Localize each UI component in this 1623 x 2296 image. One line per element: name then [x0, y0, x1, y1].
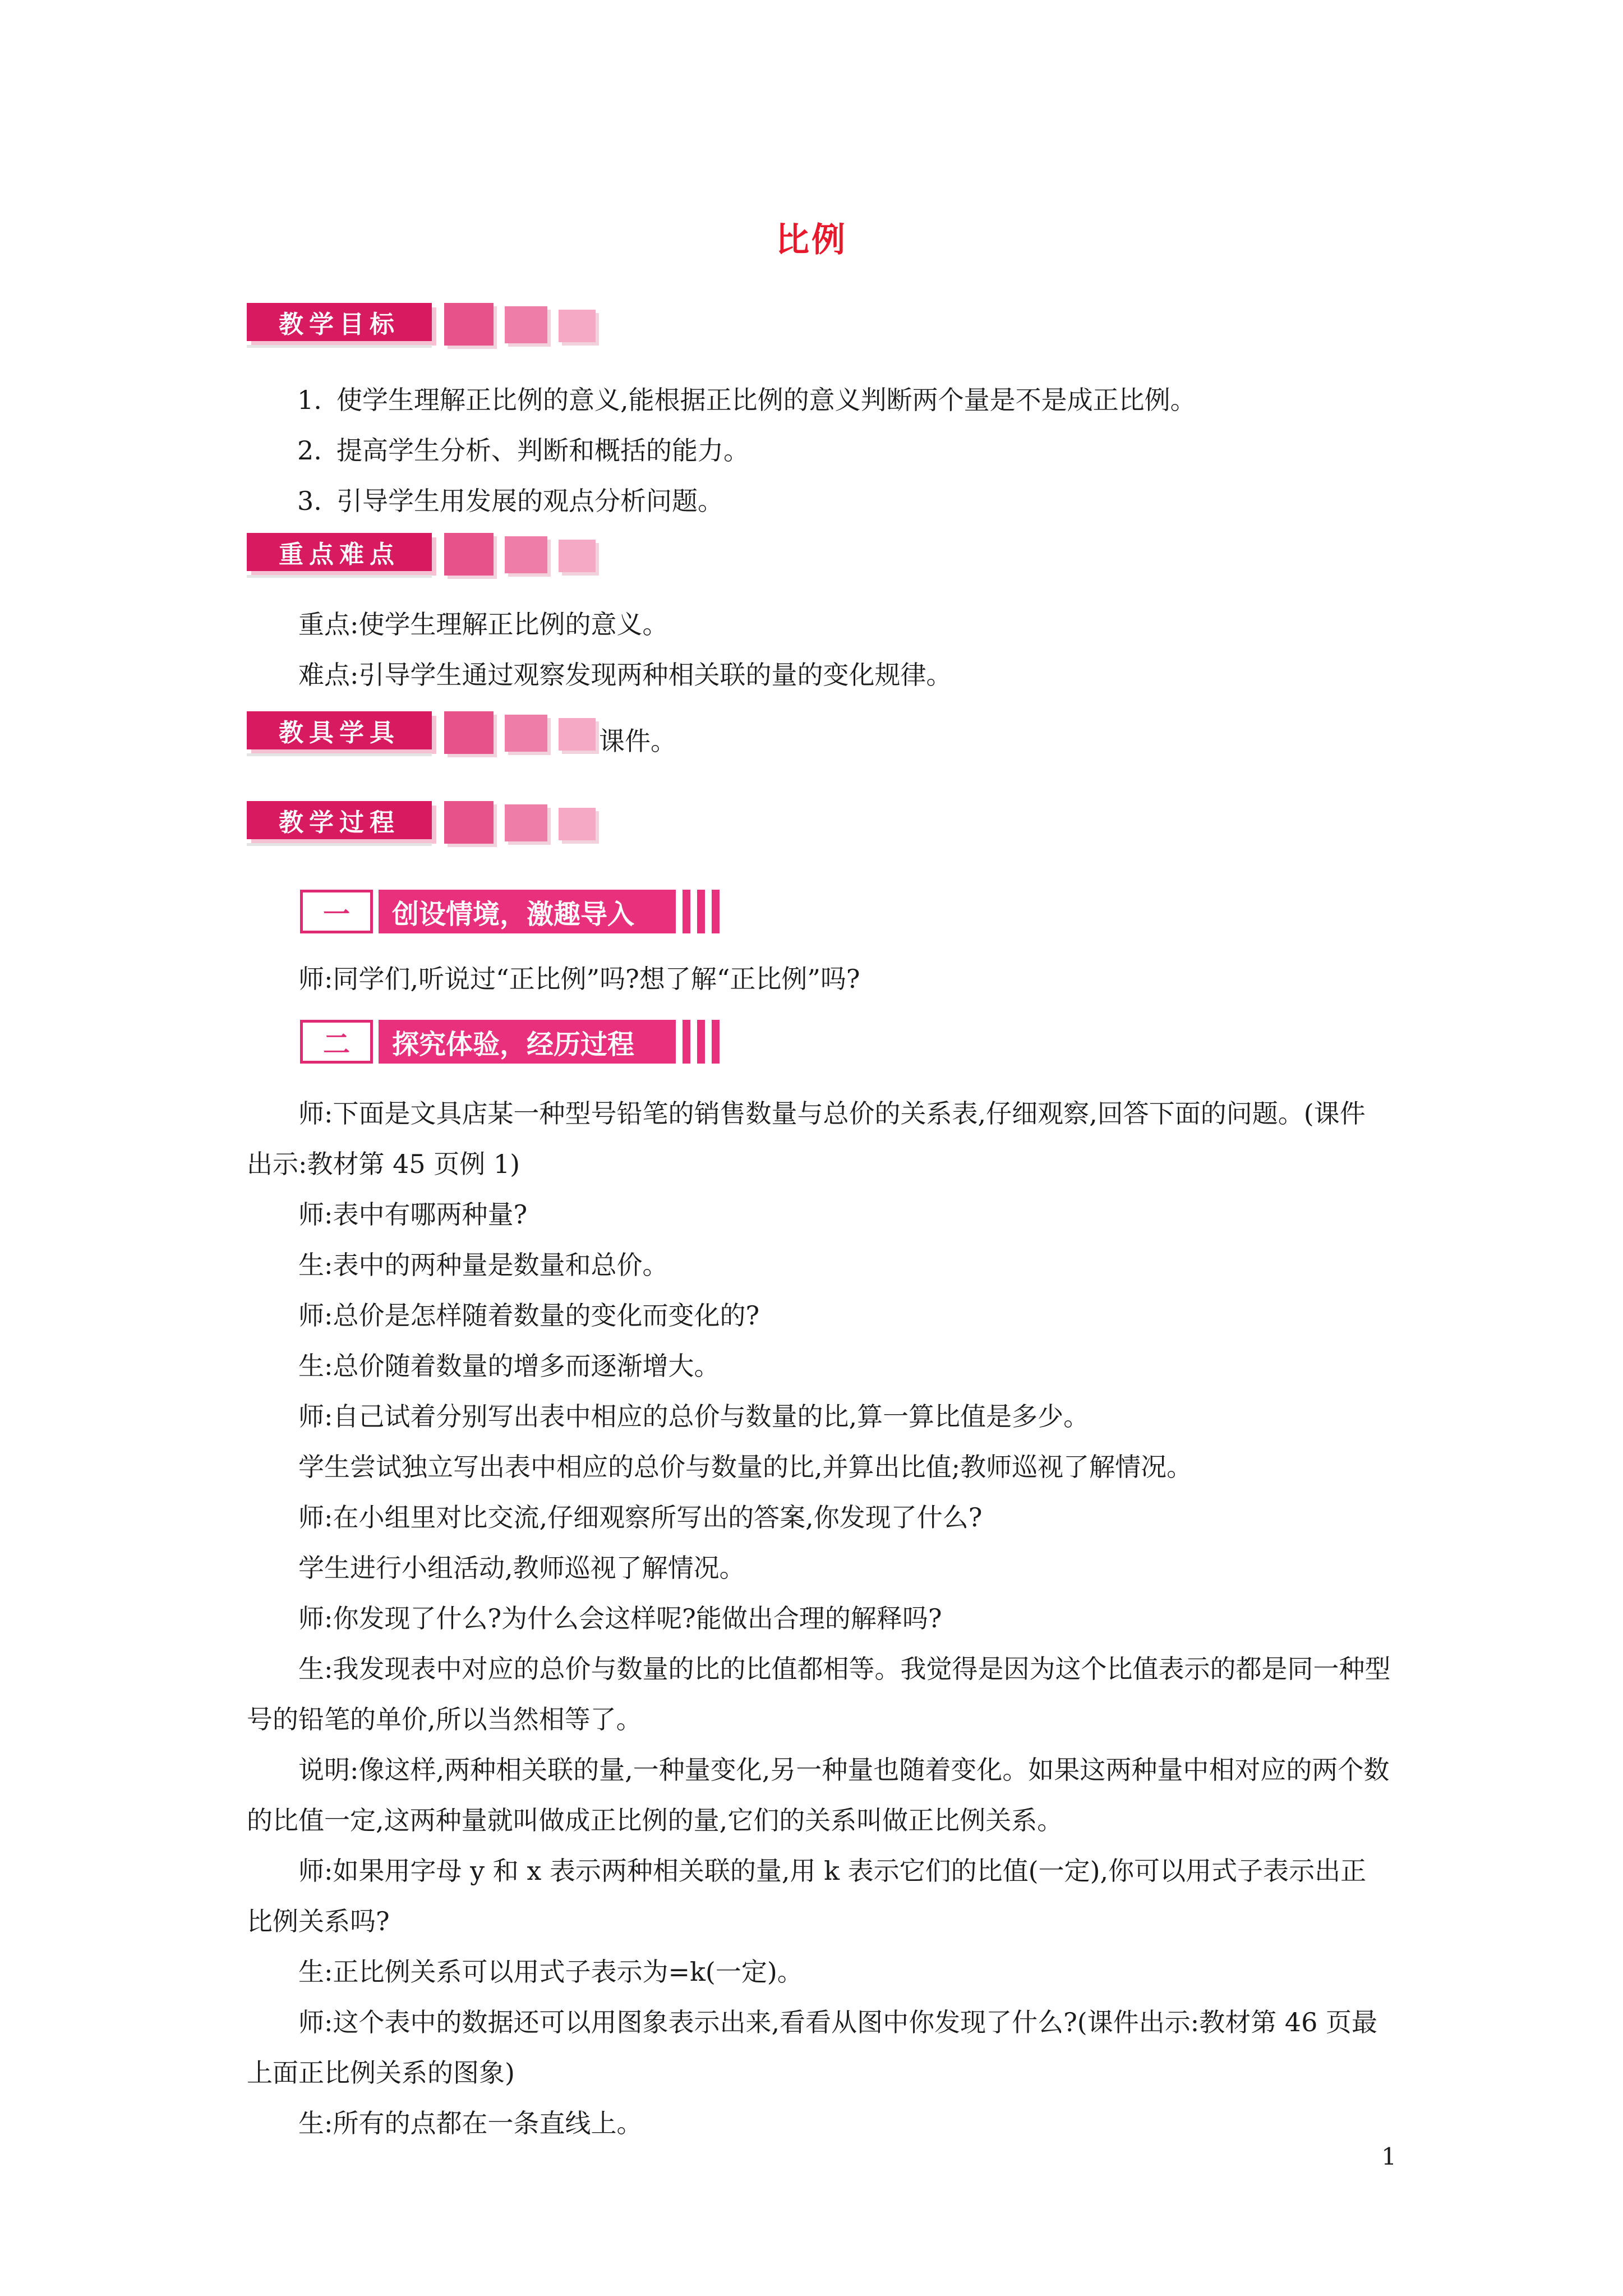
- subsection-number: 一: [300, 890, 373, 933]
- paragraph: 学生尝试独立写出表中相应的总价与数量的比,并算出比值;教师巡视了解情况。: [298, 1452, 1193, 1482]
- decor-square: [559, 310, 596, 342]
- page-title: 比例: [776, 220, 847, 260]
- paragraph: 难点:引导学生通过观察发现两种相关联的量的变化规律。: [298, 660, 952, 690]
- decor-square: [505, 715, 547, 752]
- section-label: 教具学具: [247, 711, 432, 749]
- decor-bar: [697, 890, 705, 933]
- list-item: 2. 提高学生分析、判断和概括的能力。: [297, 435, 749, 466]
- subsection-banner-1: [300, 890, 720, 933]
- paragraph: 师:下面是文具店某一种型号铅笔的销售数量与总价的关系表,仔细观察,回答下面的问题。(课件出示:教材第 45 页例 1): [247, 1098, 1366, 1179]
- decor-bar: [683, 890, 690, 933]
- key-points-list: [247, 599, 1391, 700]
- decor-bar: [697, 1020, 705, 1064]
- subsection-number: 二: [300, 1020, 373, 1064]
- decor-square: [444, 801, 494, 844]
- section-label: 重点难点: [247, 533, 432, 571]
- paragraph: 师:总价是怎样随着数量的变化而变化的?: [298, 1300, 760, 1331]
- subsection-title: 探究体验，经历过程: [379, 1020, 676, 1064]
- paragraph: 师:你发现了什么?为什么会这样呢?能做出合理的解释吗?: [298, 1603, 942, 1634]
- tools-text: 课件。: [599, 726, 676, 756]
- section-label: 教学过程: [247, 801, 432, 839]
- section-label: 教学目标: [247, 303, 432, 341]
- section-header-tools: [247, 711, 676, 762]
- goals-list: [247, 375, 1391, 526]
- decor-square: [444, 303, 494, 346]
- section-header-goals: [247, 303, 596, 353]
- subsection-banner-2: [300, 1020, 720, 1064]
- decor-bar: [683, 1020, 690, 1064]
- decor-square: [505, 804, 547, 841]
- decor-bar: [712, 1020, 720, 1064]
- decor-square: [444, 533, 494, 576]
- paragraph: 师:自己试着分别写出表中相应的总价与数量的比,算一算比值是多少。: [298, 1401, 1090, 1432]
- decor-square: [559, 718, 596, 751]
- section-header-process: [247, 801, 596, 852]
- paragraph: 师:这个表中的数据还可以用图象表示出来,看看从图中你发现了什么?(课件出示:教材第 46 页最上面正比例关系的图象): [247, 2007, 1378, 2088]
- paragraph: 重点:使学生理解正比例的意义。: [298, 609, 668, 639]
- subsection-title: 创设情境，激趣导入: [379, 890, 676, 933]
- decor-square: [559, 808, 596, 840]
- paragraph: 生:表中的两种量是数量和总价。: [298, 1250, 668, 1280]
- paragraph: 生:正比例关系可以用式子表示为=k(一定)。: [298, 1957, 803, 1987]
- decor-square: [444, 711, 494, 754]
- paragraph: 说明:像这样,两种相关联的量,一种量变化,另一种量也随着变化。如果这两种量中相对应的两个数的比值一定,这两种量就叫做成正比例的量,它们的关系叫做正比例关系。: [247, 1755, 1390, 1835]
- decor-square: [505, 306, 547, 343]
- paragraph: 生:我发现表中对应的总价与数量的比的比值都相等。我觉得是因为这个比值表示的都是同一种型号的铅笔的单价,所以当然相等了。: [247, 1654, 1391, 1734]
- page-number: 1: [1381, 2143, 1396, 2170]
- paragraph: 生:所有的点都在一条直线上。: [298, 2108, 643, 2138]
- paragraph: 师:如果用字母 y 和 x 表示两种相关联的量,用 k 表示它们的比值(一定),你可以用式子表示出正比例关系吗?: [247, 1856, 1367, 1936]
- paragraph: 学生进行小组活动,教师巡视了解情况。: [298, 1553, 745, 1583]
- decor-square: [505, 536, 547, 573]
- list-item: 1. 使学生理解正比例的意义,能根据正比例的意义判断两个量是不是成正比例。: [297, 385, 1196, 415]
- sub1-content: [247, 954, 1391, 1004]
- paragraph: 师:在小组里对比交流,仔细观察所写出的答案,你发现了什么?: [298, 1502, 983, 1533]
- decor-bar: [712, 890, 720, 933]
- paragraph: 师:同学们,听说过“正比例”吗?想了解“正比例”吗?: [298, 964, 860, 994]
- process-body: [247, 1088, 1391, 2148]
- list-item: 3. 引导学生用发展的观点分析问题。: [297, 486, 723, 516]
- paragraph: 师:表中有哪两种量?: [298, 1199, 528, 1230]
- decor-square: [559, 540, 596, 572]
- section-header-key-points: [247, 533, 596, 583]
- paragraph: 生:总价随着数量的增多而逐渐增大。: [298, 1351, 720, 1381]
